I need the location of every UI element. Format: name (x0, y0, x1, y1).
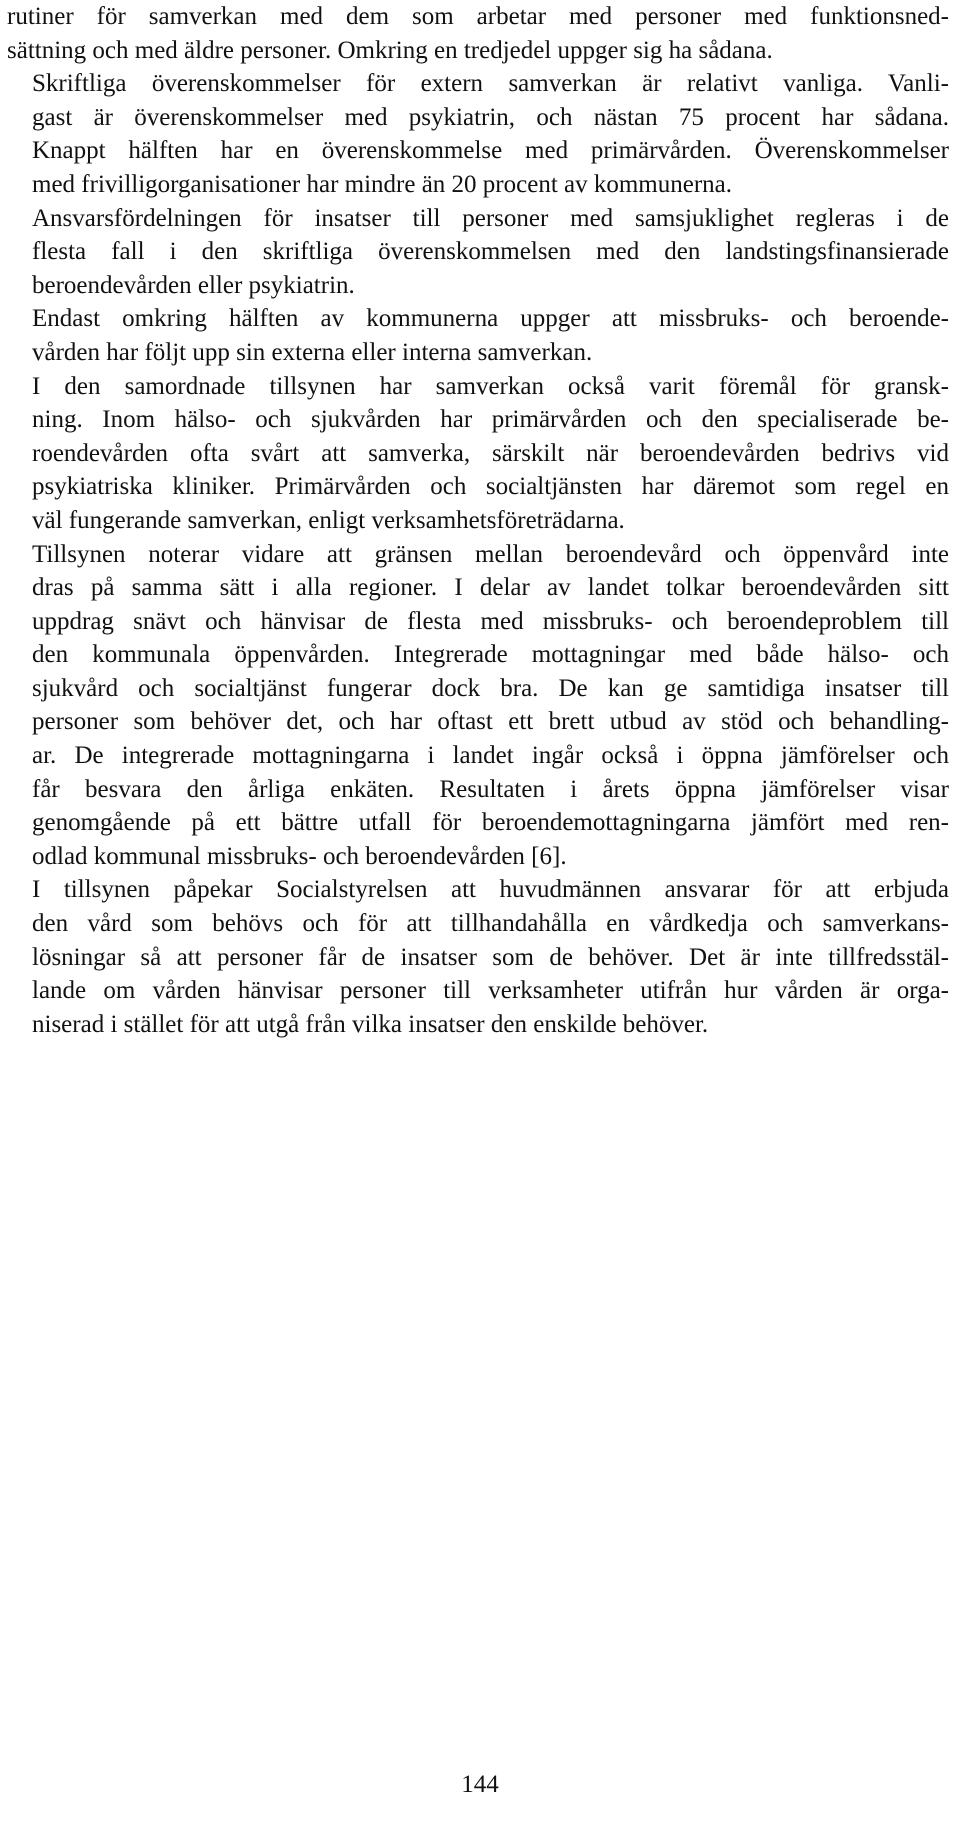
text-line: niserad i stället för att utgå från vilka insatser den enskilde behöver. (32, 1010, 709, 1038)
text-line: sjukvård och socialtjänst fungerar dock bra. De kan ge samtidiga insatser till (32, 674, 949, 702)
text-line: rutiner för samverkan med dem som arbetar med personer med funktionsned- (7, 3, 949, 30)
text-line: vården har följt upp sin externa eller interna samverkan. (32, 338, 593, 366)
text-line: den kommunala öppenvården. Integrerade mottagningar med både hälso- och (32, 641, 949, 669)
text-line: Skriftliga överenskommelser för extern samverkan är relativt vanliga. Vanli- (32, 70, 949, 98)
paragraph (7, 538, 949, 874)
text-line: Tillsynen noterar vidare att gränsen mellan beroendevård och öppenvård inte (32, 540, 949, 568)
text-line: roendevården ofta svårt att samverka, särskilt när beroendevården bedrivs vid (32, 439, 949, 467)
text-line: I tillsynen påpekar Socialstyrelsen att huvudmännen ansvarar för att erbjuda (32, 876, 949, 904)
body-text (7, 0, 949, 1041)
paragraph (7, 202, 949, 303)
text-line: dras på samma sätt i alla regioner. I delar av landet tolkar beroendevården sitt (32, 574, 949, 602)
text-line: uppdrag snävt och hänvisar de flesta med missbruks- och beroendeproblem till (32, 607, 949, 635)
text-line: gast är överenskommelser med psykiatrin, och nästan 75 procent har sådana. (32, 103, 949, 131)
text-line: lösningar så att personer får de insatser som de behöver. Det är inte tillfredsstäl- (32, 943, 949, 971)
text-line: ning. Inom hälso- och sjukvården har primärvården och den specialiserade be- (32, 406, 949, 434)
text-line: ar. De integrerade mottagningarna i landet ingår också i öppna jämförelser och (32, 742, 949, 770)
page-number: 144 (461, 1771, 499, 1798)
text-line: beroendevården eller psykiatrin. (32, 271, 355, 299)
text-line: sättning och med äldre personer. Omkring en tredjedel uppger sig ha sådana. (7, 36, 773, 64)
text-line: Ansvarsfördelningen för insatser till personer med samsjuklighet regleras i de (32, 204, 949, 232)
text-line: I den samordnade tillsynen har samverkan också varit föremål för gransk- (32, 372, 949, 400)
text-line: personer som behöver det, och har oftast ett brett utbud av stöd och behandling- (32, 708, 949, 736)
text-line: Knappt hälften har en överenskommelse med primärvården. Överenskommelser (32, 137, 949, 165)
text-line: med frivilligorganisationer har mindre än 20 procent av kommunerna. (32, 170, 733, 198)
paragraph (7, 873, 949, 1041)
paragraph (7, 0, 949, 67)
document-page (7, 0, 949, 1041)
paragraph (7, 67, 949, 201)
text-line: psykiatriska kliniker. Primärvården och socialtjänsten har däremot som regel en (32, 473, 949, 501)
text-line: odlad kommunal missbruks- och beroendevården [6]. (32, 842, 567, 870)
text-line: får besvara den årliga enkäten. Resultaten i årets öppna jämförelser visar (32, 775, 949, 803)
paragraph (7, 370, 949, 538)
text-line: den vård som behövs och för att tillhandahålla en vårdkedja och samverkans- (32, 910, 949, 938)
text-line: flesta fall i den skriftliga överenskommelsen med den landstingsfinansierade (32, 238, 949, 266)
text-line: Endast omkring hälften av kommunerna uppger att missbruks- och beroende- (32, 305, 949, 333)
paragraph (7, 302, 949, 369)
text-line: genomgående på ett bättre utfall för beroendemottagningarna jämfört med ren- (32, 809, 949, 837)
text-line: väl fungerande samverkan, enligt verksamhetsföreträdarna. (32, 506, 625, 534)
text-line: lande om vården hänvisar personer till verksamheter utifrån hur vården är orga- (32, 977, 949, 1005)
